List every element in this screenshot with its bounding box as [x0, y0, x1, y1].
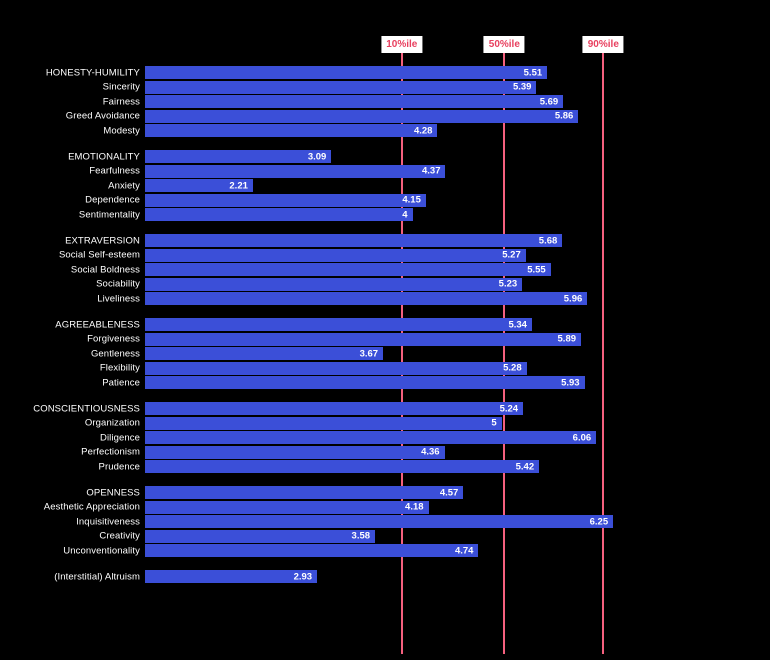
bar — [145, 333, 581, 346]
bar — [145, 95, 563, 108]
bar-category-label: Forgiveness — [87, 333, 140, 345]
chart-bar-row — [0, 570, 770, 583]
bar-category-label: Social Boldness — [70, 264, 140, 276]
bar — [145, 165, 445, 178]
bar — [145, 362, 527, 375]
chart-bar-row — [0, 376, 770, 389]
bar-value-label: 5.34 — [508, 319, 527, 330]
chart-bar-row — [0, 263, 770, 276]
bar-category-label: Modesty — [103, 125, 140, 137]
chart-bar-row — [0, 249, 770, 262]
bar-category-label: Prudence — [98, 461, 140, 473]
bar — [145, 81, 536, 94]
bar-value-label: 2.93 — [293, 571, 313, 582]
bar-category-label: Unconventionality — [63, 545, 140, 557]
bar-value-label: 5.51 — [523, 67, 543, 78]
reference-line-label: 10%ile — [381, 36, 422, 53]
chart-bar-row — [0, 66, 770, 79]
bar-value-label: 5.42 — [515, 461, 535, 473]
bar-value-label: 4 — [402, 209, 408, 221]
reference-line-label: 50%ile — [484, 36, 525, 53]
bar-value-label: 5.23 — [498, 278, 518, 290]
bar-category-label: Diligence — [100, 432, 140, 444]
chart-bar-row — [0, 362, 770, 375]
bar-value-label: 5.24 — [499, 403, 519, 414]
bar-value-label: 5.28 — [503, 362, 522, 374]
bar-category-label: Sentimentality — [78, 209, 140, 221]
bar-category-label: Fairness — [102, 96, 140, 108]
chart-bar-row — [0, 530, 770, 543]
chart-bar-row — [0, 95, 770, 108]
bar-value-label: 4.74 — [454, 545, 474, 557]
chart-bar-row — [0, 165, 770, 178]
bar-value-label: 4.28 — [413, 125, 433, 137]
bar-category-label: EXTRAVERSION — [65, 235, 140, 246]
chart-bar-row — [0, 150, 770, 163]
bar-category-label: Sincerity — [102, 81, 140, 93]
bar-value-label: 5.69 — [539, 96, 559, 108]
bar — [145, 66, 547, 79]
bar-category-label: CONSCIENTIOUSNESS — [33, 403, 140, 414]
bar-category-label: Aesthetic Appreciation — [43, 501, 140, 513]
bar — [145, 486, 463, 499]
bar-value-label: 5.89 — [557, 333, 577, 345]
chart-bar-row — [0, 347, 770, 360]
reference-line-label: 90%ile — [583, 36, 624, 53]
bar-value-label: 4.15 — [402, 194, 421, 206]
bar — [145, 460, 539, 473]
bar-category-label: Liveliness — [97, 293, 140, 305]
chart-bar-row — [0, 81, 770, 94]
chart-bar-row — [0, 333, 770, 346]
bar-category-label: Sociability — [96, 278, 140, 290]
bar-value-label: 5.27 — [502, 249, 521, 261]
chart-bar-row — [0, 179, 770, 192]
bar — [145, 278, 522, 291]
bar — [145, 263, 551, 276]
bar-category-label: Inquisitiveness — [76, 516, 140, 528]
bar-category-label: Organization — [84, 417, 140, 429]
bar-category-label: AGREEABLENESS — [55, 319, 140, 330]
bar — [145, 249, 526, 262]
bar-value-label: 4.18 — [405, 501, 424, 513]
bar — [145, 376, 585, 389]
bar-value-label: 2.21 — [229, 180, 248, 192]
chart-bar-row — [0, 501, 770, 514]
bar-category-label: Patience — [102, 377, 140, 389]
bar — [145, 292, 587, 305]
bar-value-label: 6.25 — [589, 516, 609, 528]
bar — [145, 208, 413, 221]
bar-category-label: Gentleness — [90, 348, 140, 360]
bar-category-label: EMOTIONALITY — [68, 151, 140, 162]
bar-category-label: Greed Avoidance — [65, 110, 140, 122]
bar — [145, 501, 429, 514]
chart-bar-row — [0, 110, 770, 123]
bar — [145, 402, 523, 415]
bar — [145, 347, 383, 360]
bar — [145, 318, 532, 331]
bar — [145, 544, 478, 557]
bar — [145, 431, 596, 444]
bar-value-label: 5.96 — [563, 293, 583, 305]
chart-bar-row — [0, 460, 770, 473]
bar — [145, 446, 445, 459]
bar-category-label: Dependence — [85, 194, 140, 206]
bar-category-label: Flexibility — [99, 362, 140, 374]
bar-value-label: 5.86 — [554, 110, 574, 122]
chart-bar-row — [0, 292, 770, 305]
bar-category-label: Creativity — [99, 530, 140, 542]
chart-bar-row — [0, 194, 770, 207]
bar-value-label: 3.58 — [351, 530, 371, 542]
chart-bar-row — [0, 318, 770, 331]
bar — [145, 515, 613, 528]
bar — [145, 234, 562, 247]
bar-value-label: 4.37 — [421, 165, 441, 177]
bar — [145, 150, 331, 163]
bar-value-label: 5.93 — [561, 377, 580, 389]
bar — [145, 124, 437, 137]
bar — [145, 194, 426, 207]
bar-value-label: 5.39 — [512, 81, 532, 93]
bar-value-label: 4.36 — [421, 446, 440, 458]
bar-category-label: (Interstitial) Altruism — [54, 571, 140, 582]
bar — [145, 417, 502, 430]
bar-category-label: Anxiety — [108, 180, 140, 192]
bar-category-label: Social Self-esteem — [58, 249, 140, 261]
chart-bar-row — [0, 486, 770, 499]
bar-value-label: 5.68 — [538, 235, 558, 246]
chart-bar-row — [0, 208, 770, 221]
bar — [145, 110, 578, 123]
bar — [145, 530, 375, 543]
chart-bar-row — [0, 544, 770, 557]
bar-value-label: 4.57 — [439, 487, 459, 498]
chart-bar-row — [0, 234, 770, 247]
chart-bar-row — [0, 417, 770, 430]
chart-bar-row — [0, 402, 770, 415]
bar-value-label: 3.09 — [307, 151, 327, 162]
chart-bar-row — [0, 515, 770, 528]
bar-value-label: 5 — [491, 417, 497, 429]
chart-bar-row — [0, 446, 770, 459]
bar-value-label: 6.06 — [572, 432, 592, 444]
chart-bar-row — [0, 278, 770, 291]
bar-category-label: Fearfulness — [89, 165, 140, 177]
bar-category-label: Perfectionism — [81, 446, 140, 458]
bar-category-label: OPENNESS — [86, 487, 140, 498]
chart-bar-row — [0, 124, 770, 137]
bar — [145, 570, 317, 583]
chart-bar-row — [0, 431, 770, 444]
bar-category-label: HONESTY-HUMILITY — [45, 67, 140, 78]
bar-value-label: 3.67 — [359, 348, 379, 360]
bar-value-label: 5.55 — [527, 264, 546, 276]
